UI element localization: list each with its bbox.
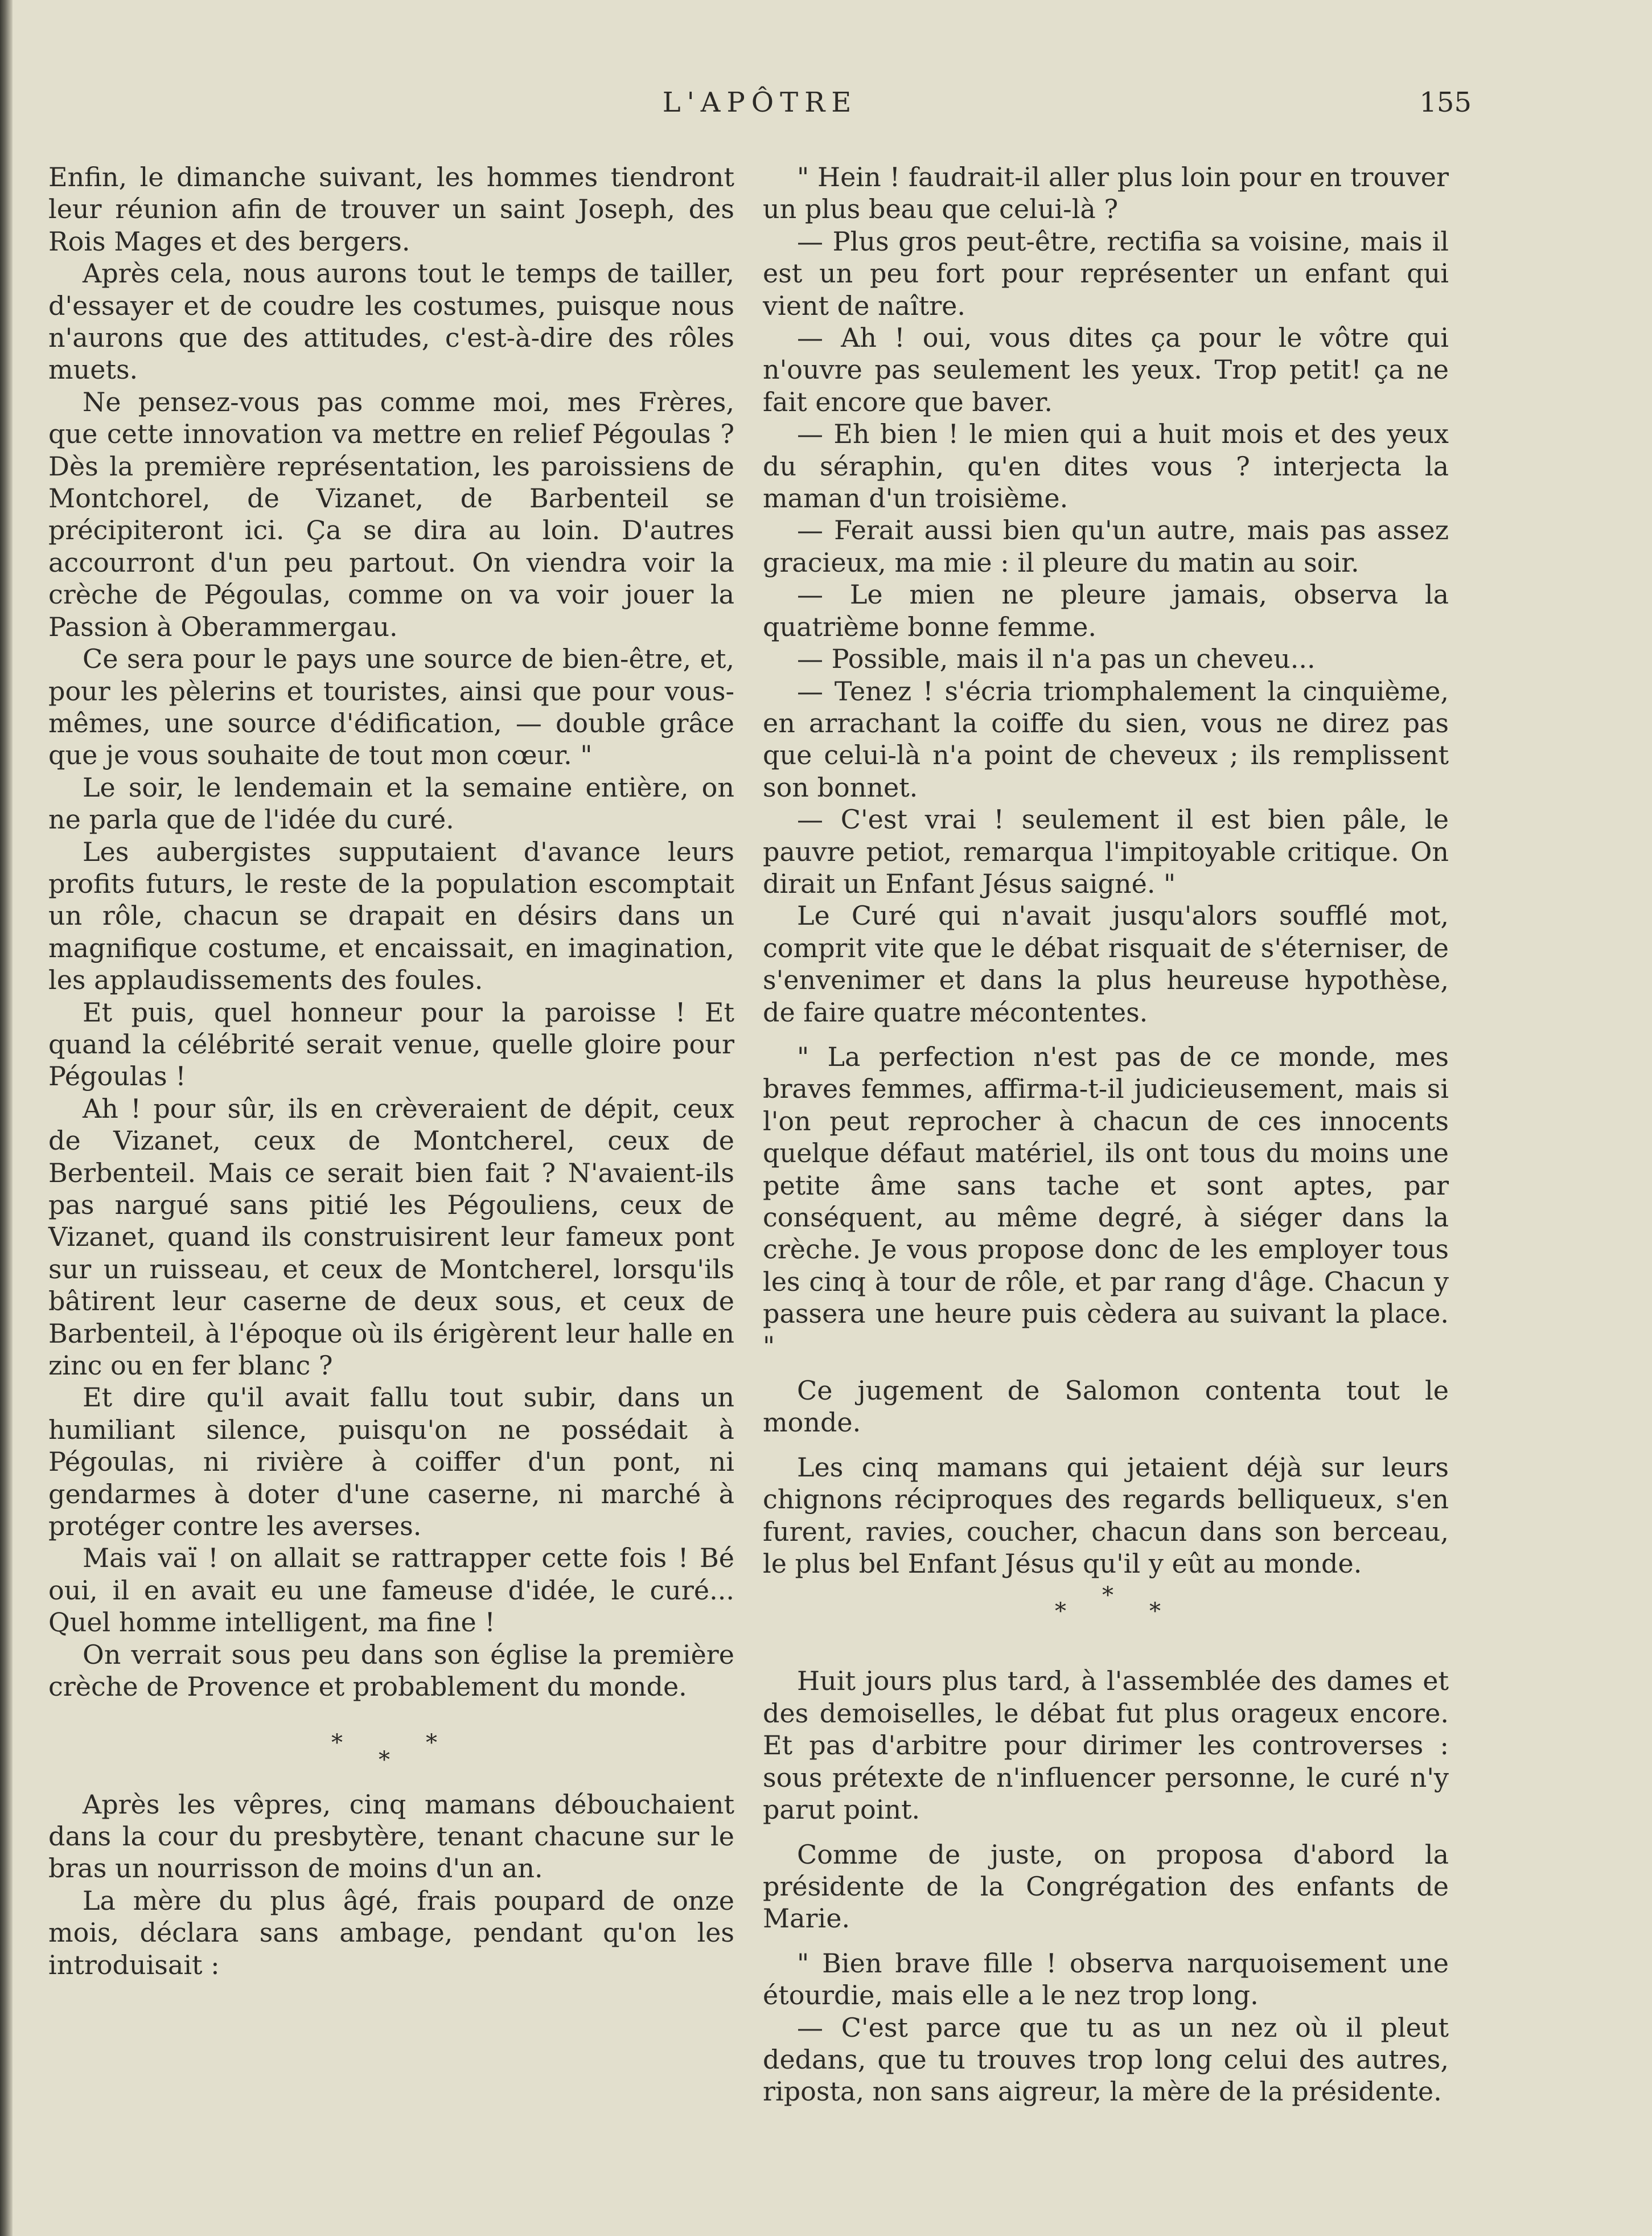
asterisk: * [1102, 1582, 1113, 1609]
section-break-asterism [48, 1703, 734, 1788]
paragraph: Et puis, quel honneur pour la paroisse ! Et quand la célébrité serait venue, quelle gloire pour Pégoulas ! [48, 996, 734, 1092]
section-break-asterism [763, 1579, 1449, 1665]
paragraph: On verrait sous peu dans son église la première crèche de Provence et probablement du monde. [48, 1639, 734, 1702]
paragraph: — Plus gros peut-être, rectifia sa voisine, mais il est un peu fort pour représenter un enfant qui vient de naître. [763, 225, 1449, 321]
paragraph: Comme de juste, on proposa d'abord la présidente de la Congrégation des enfants de Marie. [763, 1839, 1449, 1934]
page-binding-edge [0, 0, 13, 2236]
paragraph: Ce sera pour le pays une source de bien-être, et, pour les pèlerins et touristes, ainsi que pour vous-mêmes, une source d'édification, — double grâce que je vous souhaite de tout mon cœur. " [48, 643, 734, 771]
right-column [763, 161, 1449, 2108]
paragraph: " Bien brave fille ! observa narquoisement une étourdie, mais elle a le nez trop long. [763, 1947, 1449, 2011]
paragraph: — Eh bien ! le mien qui a huit mois et des yeux du séraphin, qu'en dites vous ? interjecta la maman d'un troisième. [763, 419, 1449, 514]
asterisk: * [331, 1729, 343, 1756]
asterisk: * [1055, 1598, 1066, 1625]
paragraph: Et dire qu'il avait fallu tout subir, dans un humiliant silence, puisqu'on ne possédait à Pégoulas, ni rivière à coiffer d'un pont, ni gendarmes à doter d'une caserne, ni marché à protéger contre les averses. [48, 1382, 734, 1542]
paragraph: — Possible, mais il n'a pas un cheveu... [797, 643, 1316, 675]
asterisk: * [426, 1729, 437, 1756]
paragraph: — Le mien ne pleure jamais, observa la quatrième bonne femme. [763, 579, 1449, 642]
paragraph: — C'est parce que tu as un nez où il pleut dedans, que tu trouves trop long celui des autres, riposta, non sans aigreur, la mère de la présidente. [763, 2012, 1449, 2107]
paragraph: — C'est vrai ! seulement il est bien pâle, le pauvre petiot, remarqua l'impitoyable critique. On dirait un Enfant Jésus saigné. " [763, 804, 1449, 899]
paragraph: Les aubergistes supputaient d'avance leurs profits futurs, le reste de la population escomptait un rôle, chacun se drapait en désirs dans un magnifique costume, et encaissait, en imagination, les applaudissements des foules. [48, 836, 734, 996]
paragraph: La mère du plus âgé, frais poupard de onze mois, déclara sans ambage, pendant qu'on les introduisait : [48, 1885, 734, 1980]
paragraph: Ah ! pour sûr, ils en crèveraient de dépit, ceux de Vizanet, ceux de Montcherel, ceux de Berbenteil. Mais ce serait bien fait ? N'avaient-ils pas nargué sans pitié les Pégouliens, ceux de Vizanet, quand ils construisirent leur fameux pont sur un ruisseau, et ceux de Montcherel, lorsqu'ils bâtirent leur caserne de deux sous, et ceux de Barbenteil, à l'époque où ils érigèrent leur halle en zinc ou en fer blanc ? [48, 1093, 734, 1381]
paragraph: Le Curé qui n'avait jusqu'alors soufflé mot, comprit vite que le débat risquait de s'éterniser, de s'envenimer et dans la plus heureuse hypothèse, de faire quatre mécontentes. [763, 900, 1449, 1028]
paragraph: Huit jours plus tard, à l'assemblée des dames et des demoiselles, le débat fut plus orageux encore. Et pas d'arbitre pour dirimer les controverses : sous prétexte de n'influencer personne, le curé n'y parut point. [763, 1665, 1449, 1825]
paragraph: Après cela, nous aurons tout le temps de tailler, d'essayer et de coudre les costumes, puisque nous n'aurons que des attitudes, c'est-à-dire des rôles muets. [48, 258, 734, 385]
paragraph: Ce jugement de Salomon contenta tout le monde. [763, 1375, 1449, 1438]
paragraph: Le soir, le lendemain et la semaine entière, on ne parla que de l'idée du curé. [48, 772, 734, 835]
paragraph: Ne pensez-vous pas comme moi, mes Frères, que cette innovation va mettre en relief Pégoulas ? Dès la première représentation, les paroissiens de Montchorel, de Vizanet, de Barbenteil se précipiteront ici. Ça se dira au loin. D'autres accourront d'un peu partout. On viendra voir la crèche de Pégoulas, comme on va voir jouer la Passion à Oberammergau. [48, 386, 734, 642]
paragraph: — Ah ! oui, vous dites ça pour le vôtre qui n'ouvre pas seulement les yeux. Trop petit! ça ne fait encore que baver. [763, 322, 1449, 417]
paragraph: " La perfection n'est pas de ce monde, mes braves femmes, affirma-t-il judicieusement, mais si l'on peut reprocher à chacun de ces innocents quelque défaut matériel, ils ont tous du moins une petite âme sans tache et sont aptes, par conséquent, au même degré, à siéger dans la crèche. Je vous propose donc de les employer tous les cinq à tour de rôle, et par rang d'âge. Chacun y passera une heure puis cèdera au suivant la place. " [763, 1041, 1449, 1361]
paragraph: — Ferait aussi bien qu'un autre, mais pas assez gracieux, ma mie : il pleure du matin au soir. [763, 515, 1449, 578]
paragraph: Après les vêpres, cinq mamans débouchaient dans la cour du presbytère, tenant chacune sur le bras un nourrisson de moins d'un an. [48, 1788, 734, 1884]
asterisk: * [1149, 1598, 1161, 1625]
paragraph: Les cinq mamans qui jetaient déjà sur leurs chignons réciproques des regards belliqueux, s'en furent, ravies, coucher, chacun dans son berceau, le plus bel Enfant Jésus qu'il y eût au monde. [763, 1451, 1449, 1579]
paragraph: Enfin, le dimanche suivant, les hommes tiendront leur réunion afin de trouver un saint Joseph, des Rois Mages et des bergers. [48, 162, 734, 257]
paragraph: Mais vaï ! on allait se rattrapper cette fois ! Bé oui, il en avait eu une fameuse d'idée, le curé... Quel homme intelligent, ma fine ! [48, 1542, 734, 1638]
left-column [48, 161, 734, 1981]
running-title: L'APÔTRE [662, 87, 858, 118]
paragraph: " Hein ! faudrait-il aller plus loin pour en trouver un plus beau que celui-là ? [763, 162, 1449, 225]
paragraph: — Tenez ! s'écria triomphalement la cinquième, en arrachant la coiffe du sien, vous ne direz pas que celui-là n'a point de cheveux ; ils remplissent son bonnet. [763, 675, 1449, 803]
page-header [48, 80, 1472, 125]
asterisk: * [379, 1746, 390, 1773]
page-number: 155 [1419, 87, 1472, 118]
